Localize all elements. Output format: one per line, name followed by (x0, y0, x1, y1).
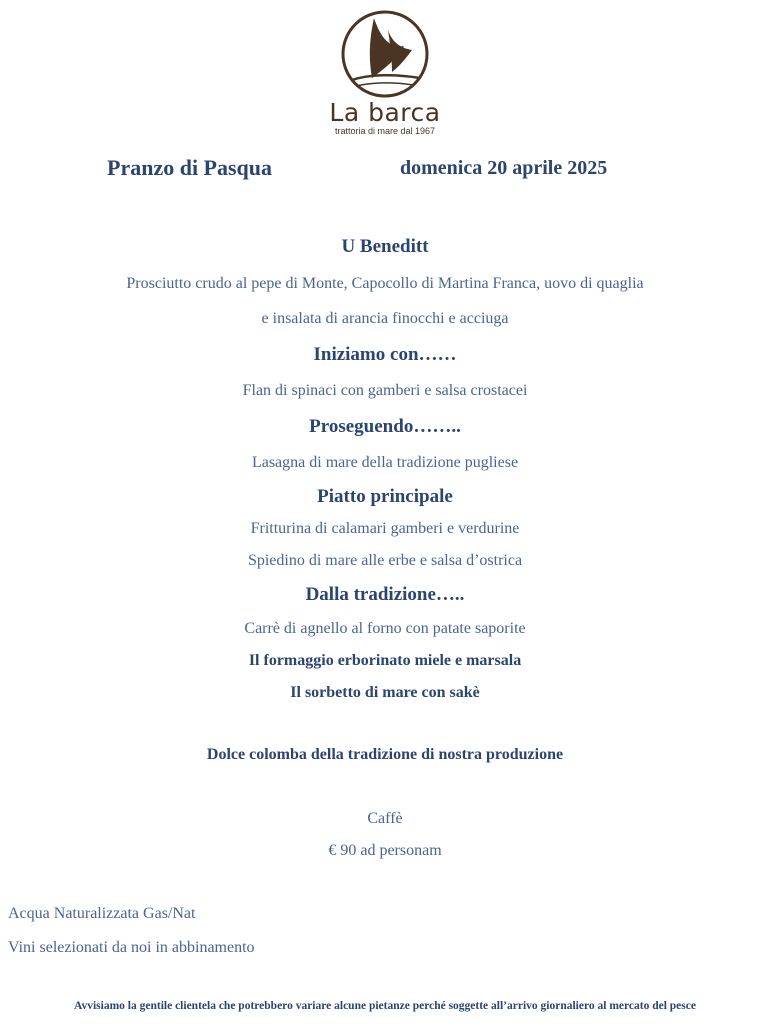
logo (0, 8, 770, 100)
sailboat-logo-icon (330, 8, 440, 100)
brand-name: La barca (329, 98, 441, 127)
section-title-iniziamo: Iniziamo con…… (313, 344, 457, 365)
event-title: Pranzo di Pasqua (107, 155, 273, 180)
dish-flan: Flan di spinaci con gamberi e salsa crostacei (242, 382, 528, 399)
section-title-proseguendo: Proseguendo…….. (309, 416, 461, 437)
dish-sorbetto: Il sorbetto di mare con sakè (290, 684, 480, 701)
event-date: domenica 20 aprile 2025 (400, 157, 608, 179)
dish-fritturina: Fritturina di calamari gamberi e verdurine (250, 520, 520, 537)
dish-antipasto-line1: Prosciutto crudo al pepe di Monte, Capocollo di Martina Franca, uovo di quaglia (126, 275, 644, 292)
extra-water: Acqua Naturalizzata Gas/Nat (8, 905, 196, 922)
section-title-u-beneditt: U Beneditt (341, 236, 429, 257)
coffee: Caffè (367, 810, 403, 827)
dish-formaggio: Il formaggio erborinato miele e marsala (248, 652, 522, 669)
dish-spiedino: Spiedino di mare alle erbe e salsa d’ostrica (247, 552, 523, 569)
dish-antipasto-line2: e insalata di arancia finocchi e acciuga (261, 310, 509, 327)
footer-notice: Avvisiamo la gentile clientela che potrebbero variare alcune pietanze perché soggette all’arrivo giornaliero al mercato del pesce (74, 1000, 696, 1012)
price: € 90 ad personam (328, 842, 442, 859)
section-title-dalla-tradizione: Dalla tradizione….. (305, 584, 465, 605)
brand-tagline: trattoria di mare dal 1967 (334, 126, 436, 136)
dessert: Dolce colomba della tradizione di nostra produzione (206, 746, 564, 763)
dish-lasagna: Lasagna di mare della tradizione pugliese (251, 454, 519, 471)
dish-carre-agnello: Carrè di agnello al forno con patate saporite (244, 620, 526, 637)
extra-wine: Vini selezionati da noi in abbinamento (8, 939, 255, 956)
section-title-piatto-principale: Piatto principale (317, 486, 453, 507)
